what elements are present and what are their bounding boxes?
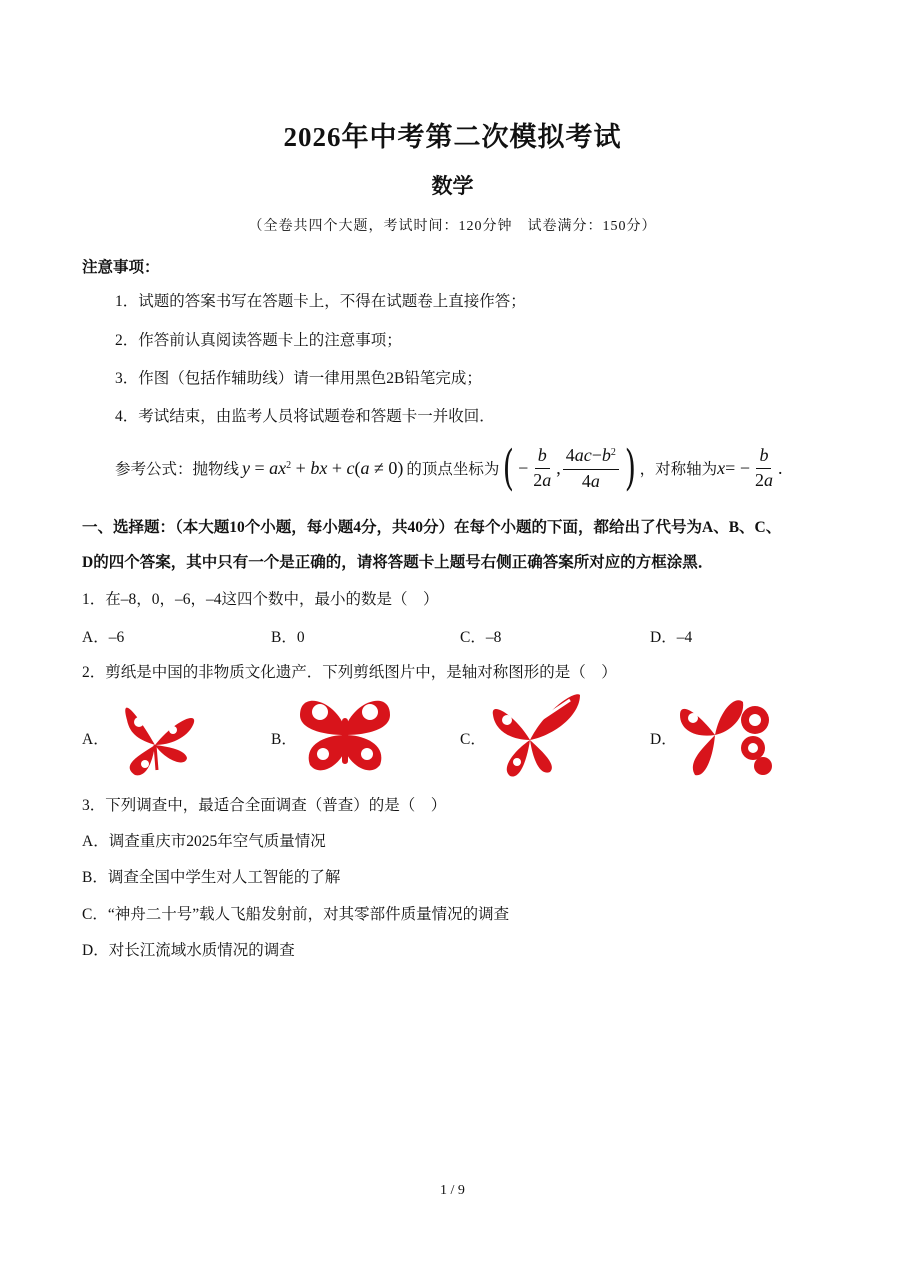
reference-formula [115, 440, 782, 496]
question-3-option-c[interactable]: C．“神舟二十号”载人飞船发射前，对其零部件质量情况的调查 [82, 906, 510, 923]
question-1-option-d[interactable]: D．–4 [650, 629, 693, 646]
question-2-option-c[interactable]: C． [460, 731, 486, 748]
formula-axis-text: ，对称轴为 [639, 461, 718, 478]
question-3-option-b[interactable]: B．调查全国中学生对人工智能的了解 [82, 869, 341, 886]
note-item-3: 3．作图（包括作辅助线）请一律用黑色2B铅笔完成； [115, 370, 482, 387]
question-1-option-c[interactable]: C．–8 [460, 629, 502, 646]
section1-heading-line1: 一、选择题：（本大题10个小题，每小题4分，共40分）在每个小题的下面，都给出了代号为A、B、C、 [82, 519, 782, 536]
question-3-option-a[interactable]: A．调查重庆市2025年空气质量情况 [82, 833, 326, 850]
parabola-equation: $y = ax^2$ + bx + c(a ≠ 0) [242, 457, 404, 478]
butterfly-papercut-c-image [485, 690, 585, 780]
question-3-option-d[interactable]: D．对长江流域水质情况的调查 [82, 942, 295, 959]
butterfly-papercut-d-image [675, 690, 775, 780]
exam-title: 2026年中考第二次模拟考试 [283, 122, 622, 152]
question-2-option-b[interactable]: B． [271, 731, 297, 748]
formula-mid-text: 的顶点坐标为 [406, 461, 500, 478]
question-2-stem: 2．剪纸是中国的非物质文化遗产．下列剪纸图片中，是轴对称图形的是（ ） [82, 664, 617, 681]
axis-equation: x = − $\frac{b}{2a}$ . [717, 444, 783, 490]
note-item-2: 2．作答前认真阅读答题卡上的注意事项； [115, 332, 402, 349]
notes-heading: 注意事项： [82, 259, 160, 276]
exam-info: （全卷共四个大题，考试时间：120分钟 试卷满分：150分） [248, 219, 657, 234]
exam-subject: 数学 [431, 174, 474, 198]
question-3-stem: 3．下列调查中，最适合全面调查（普查）的是（ ） [82, 797, 447, 814]
note-item-4: 4．考试结束，由监考人员将试题卷和答题卡一并收回． [115, 408, 495, 425]
question-2-option-d[interactable]: D． [650, 731, 677, 748]
section1-heading-line2: D的四个答案，其中只有一个是正确的，请将答题卡上题号右侧正确答案所对应的方框涂黑． [82, 554, 714, 571]
butterfly-papercut-b-image [295, 690, 395, 778]
question-1-stem: 1．在–8，0，–6，–4这四个数中，最小的数是（ ） [82, 591, 439, 608]
butterfly-papercut-a-image [105, 690, 205, 780]
note-item-1: 1．试题的答案书写在答题卡上，不得在试题卷上直接作答； [115, 293, 526, 310]
question-1-option-b[interactable]: B．0 [271, 629, 305, 646]
question-2-option-a[interactable]: A． [82, 731, 109, 748]
question-1-option-a[interactable]: A．–6 [82, 629, 125, 646]
formula-label: 参考公式：抛物线 [115, 461, 240, 478]
page-number: 1 / 9 [440, 1183, 465, 1198]
vertex-coordinates: ( − $\frac{b}{2a}$ , $\frac{4ac-b^2}{4a}$ ) [503, 440, 636, 496]
